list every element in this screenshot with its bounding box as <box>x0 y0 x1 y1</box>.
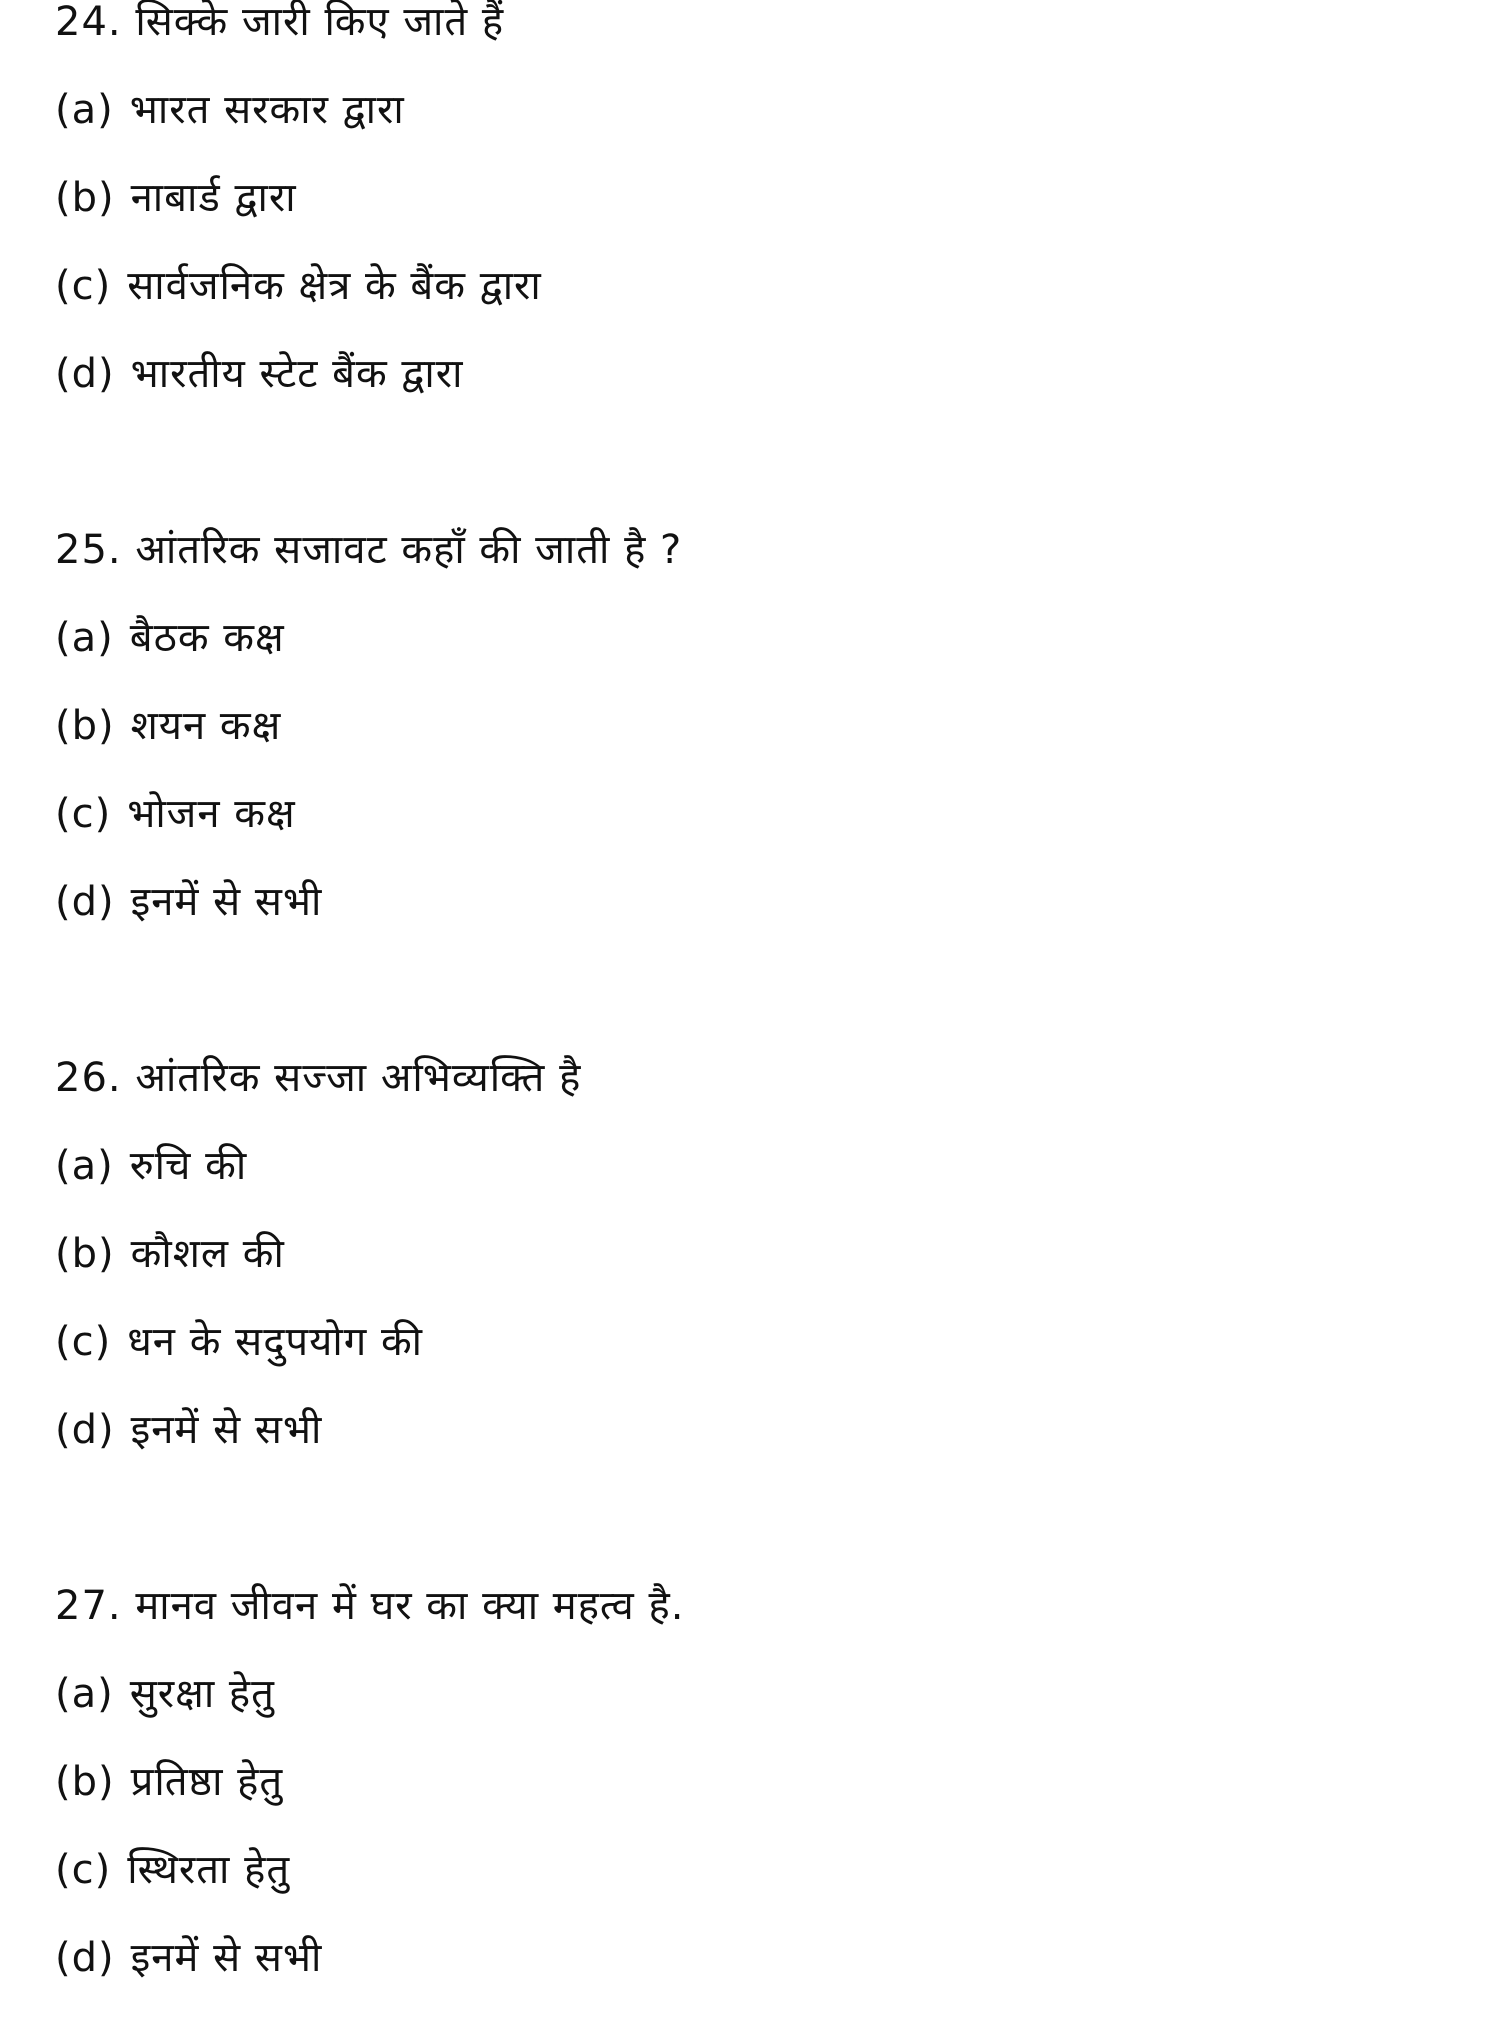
option-marker: (b) <box>55 1759 115 1805</box>
question-stem: 24. सिक्के जारी किए जाते हैं <box>55 0 505 45</box>
option-marker: (a) <box>55 615 114 661</box>
option-text: सुरक्षा हेतु <box>129 1671 275 1717</box>
option-marker: (c) <box>55 1847 112 1893</box>
option-text: नाबार्ड द्वारा <box>130 175 297 221</box>
question-stem: 26. आंतरिक सज्जा अभिव्यक्ति है <box>55 1055 582 1101</box>
option-text: रुचि की <box>129 1143 248 1189</box>
option-a[interactable] <box>55 80 1455 168</box>
option-text: भोजन कक्ष <box>127 791 296 837</box>
option-d[interactable] <box>55 872 1455 960</box>
option-marker: (a) <box>55 1671 114 1717</box>
option-d[interactable] <box>55 344 1455 432</box>
option-marker: (c) <box>55 263 112 309</box>
question-25 <box>55 520 1455 960</box>
option-text: सार्वजनिक क्षेत्र के बैंक द्वारा <box>127 263 542 309</box>
option-d[interactable] <box>55 1928 1455 2016</box>
option-marker: (b) <box>55 1231 115 1277</box>
option-text: बैठक कक्ष <box>129 615 285 661</box>
option-text: कौशल की <box>130 1231 285 1277</box>
option-c[interactable] <box>55 1312 1455 1400</box>
option-d[interactable] <box>55 1400 1455 1488</box>
option-marker: (a) <box>55 87 114 133</box>
option-b[interactable] <box>55 1752 1455 1840</box>
option-marker: (d) <box>55 879 115 925</box>
option-marker: (c) <box>55 791 112 837</box>
option-marker: (d) <box>55 351 115 397</box>
option-text: भारतीय स्टेट बैंक द्वारा <box>130 351 464 397</box>
option-a[interactable] <box>55 1664 1455 1752</box>
option-b[interactable] <box>55 168 1455 256</box>
question-stem: 27. मानव जीवन में घर का क्या महत्व है. <box>55 1583 685 1629</box>
option-marker: (d) <box>55 1935 115 1981</box>
option-b[interactable] <box>55 696 1455 784</box>
option-text: भारत सरकार द्वारा <box>129 87 405 133</box>
option-text: प्रतिष्ठा हेतु <box>130 1759 284 1805</box>
option-marker: (b) <box>55 703 115 749</box>
option-text: इनमें से सभी <box>130 879 323 925</box>
option-text: स्थिरता हेतु <box>127 1847 291 1893</box>
option-c[interactable] <box>55 1840 1455 1928</box>
option-c[interactable] <box>55 784 1455 872</box>
option-marker: (a) <box>55 1143 114 1189</box>
question-stem: 25. आंतरिक सजावट कहाँ की जाती है ? <box>55 527 683 573</box>
question-27 <box>55 1576 1455 2016</box>
option-a[interactable] <box>55 608 1455 696</box>
option-text: शयन कक्ष <box>130 703 282 749</box>
option-a[interactable] <box>55 1136 1455 1224</box>
option-c[interactable] <box>55 256 1455 344</box>
option-text: धन के सदुपयोग की <box>127 1319 424 1365</box>
option-marker: (d) <box>55 1407 115 1453</box>
option-marker: (c) <box>55 1319 112 1365</box>
option-b[interactable] <box>55 1224 1455 1312</box>
option-marker: (b) <box>55 175 115 221</box>
question-24 <box>55 0 1455 432</box>
option-text: इनमें से सभी <box>130 1935 323 1981</box>
question-26 <box>55 1048 1455 1488</box>
option-text: इनमें से सभी <box>130 1407 323 1453</box>
